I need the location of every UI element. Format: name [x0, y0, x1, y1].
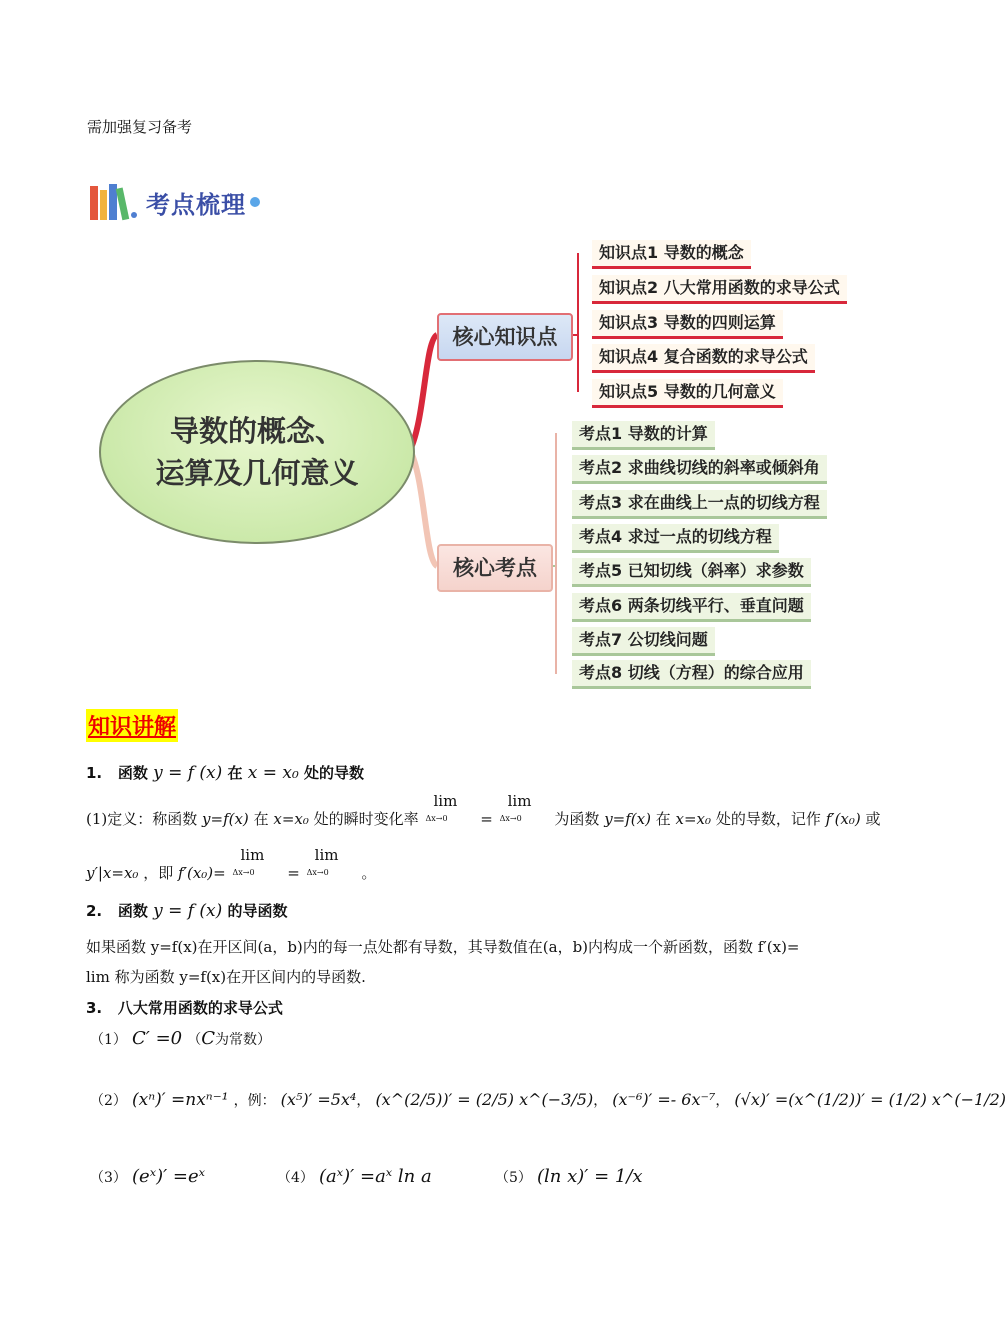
- limit-expression: [305, 846, 357, 888]
- hub-core-exam-points: 核心考点: [437, 544, 553, 592]
- intro-text: 需加强复习备考: [87, 118, 193, 136]
- formula-3: [90, 1166, 205, 1187]
- exam-point-item: 考点8 切线（方程）的综合应用: [572, 660, 811, 689]
- formula-1-expr: C′ =0: [132, 1028, 183, 1049]
- def-l: 或: [865, 810, 881, 828]
- limit-expression: [498, 792, 550, 834]
- heading-2: [86, 900, 288, 921]
- limit-expression: [423, 792, 475, 834]
- lim-sub: Δx→0: [499, 814, 522, 823]
- def2-a: y′|x=x₀: [86, 864, 139, 882]
- formula-2-example-4: (√x)′ =(x^(1/2))′ = (1/2) x^(−1/2): [734, 1090, 1006, 1109]
- derivative-function-text-2: lim 称为函数 y=f(x)在开区间内的导函数.: [86, 968, 366, 986]
- lim-sub: Δx→0: [306, 868, 329, 877]
- derivative-function-text-1: 如果函数 y=f(x)在开区间(a，b)内的每一点处都有导数，其导数值在(a，b)内构成一个新函数，函数 f′(x)=: [86, 938, 800, 956]
- banner-title: 考点梳理: [146, 190, 246, 219]
- heading-3-num: 3.: [86, 999, 103, 1017]
- def-e: 处的瞬时变化率: [313, 810, 419, 828]
- formula-5-label: （5）: [495, 1170, 532, 1186]
- def2-c: f′(x₀)=: [178, 864, 226, 882]
- knowledge-item: 知识点3 导数的四则运算: [592, 310, 783, 339]
- heading-2-a: 函数: [117, 902, 148, 920]
- heading-1-num: 1.: [86, 764, 103, 782]
- exam-point-item: 考点5 已知切线（斜率）求参数: [572, 558, 811, 587]
- formula-1: [90, 1028, 271, 1049]
- knowledge-item: 知识点2 八大常用函数的求导公式: [592, 275, 847, 304]
- heading-2-func: y = f (x): [153, 901, 223, 921]
- formula-4: [277, 1166, 432, 1187]
- formula-2: [90, 1090, 1006, 1110]
- formula-2-example-2: (x^(2/5))′ = (2/5) x^(−3/5): [375, 1090, 594, 1109]
- formula-2-example-3: (x⁻⁶)′ =- 6x⁻⁷: [612, 1090, 716, 1109]
- formula-1-note-c: 为常数）: [215, 1032, 272, 1048]
- definition-line-2: [86, 846, 377, 888]
- hub-core-knowledge: 核心知识点: [437, 313, 573, 361]
- def-f: 为函数: [554, 810, 600, 828]
- exam-point-item: 考点4 求过一点的切线方程: [572, 524, 779, 553]
- exam-point-item: 考点6 两条切线平行、垂直问题: [572, 593, 811, 622]
- def-b: y=f(x): [202, 810, 249, 828]
- formula-2-label: （2）: [90, 1093, 127, 1109]
- def-j: 处的导数，记作: [715, 810, 821, 828]
- def-i: x=x₀: [675, 810, 712, 828]
- center-line-2: 运算及几何意义: [155, 456, 359, 490]
- formula-3-label: （3）: [90, 1170, 127, 1186]
- heading-1-a: 函数: [117, 764, 148, 782]
- lim-sub: Δx→0: [425, 814, 448, 823]
- heading-1: [86, 762, 364, 783]
- heading-1-point: x = x₀: [247, 763, 299, 783]
- heading-1-func: y = f (x): [153, 763, 223, 783]
- heading-2-num: 2.: [86, 902, 103, 920]
- formula-2-example-1: (x⁵)′ =5x⁴: [280, 1090, 357, 1109]
- formula-4-label: （4）: [277, 1170, 314, 1186]
- formula-1-label: （1）: [90, 1032, 127, 1048]
- def2-b: ，即: [143, 864, 174, 882]
- lim-word: lim: [433, 792, 458, 810]
- separator: ，: [593, 1093, 608, 1109]
- exam-point-item: 考点3 求在曲线上一点的切线方程: [572, 490, 827, 519]
- def-d: x=x₀: [273, 810, 309, 828]
- def-c: 在: [253, 810, 269, 828]
- heading-1-b: 在: [227, 764, 243, 782]
- formula-3-expr: (eˣ)′ =eˣ: [132, 1166, 206, 1187]
- limit-expression: [231, 846, 283, 888]
- separator: ，: [356, 1093, 371, 1109]
- mindmap-center: [99, 360, 415, 544]
- formula-4-expr: (aˣ)′ =aˣ ln a: [319, 1166, 432, 1187]
- formula-2-expr: (xⁿ)′ =nxⁿ⁻¹: [132, 1090, 229, 1110]
- knowledge-item: 知识点5 导数的几何意义: [592, 379, 783, 408]
- exam-point-item: 考点7 公切线问题: [572, 627, 715, 656]
- formula-1-note-a: （: [187, 1032, 202, 1048]
- lim-word: lim: [507, 792, 532, 810]
- heading-2-b: 的导函数: [227, 902, 288, 920]
- lim-word: lim: [240, 846, 265, 864]
- heading-3-title: 八大常用函数的求导公式: [117, 999, 283, 1017]
- equals-sign: =: [287, 864, 300, 882]
- formula-5: [495, 1166, 643, 1187]
- equals-sign: =: [480, 810, 493, 828]
- knowledge-item: 知识点4 复合函数的求导公式: [592, 344, 815, 373]
- heading-3: [86, 997, 283, 1018]
- exam-point-item: 考点2 求曲线切线的斜率或倾斜角: [572, 455, 827, 484]
- knowledge-item: 知识点1 导数的概念: [592, 240, 751, 269]
- def-g: y=f(x): [604, 810, 651, 828]
- heading-1-c: 处的导数: [304, 764, 365, 782]
- definition-line-1: [86, 792, 881, 834]
- separator: ，: [715, 1093, 730, 1109]
- def-a: (1)定义：称函数: [86, 810, 198, 828]
- lim-sub: Δx→0: [232, 868, 255, 877]
- exam-point-item: 考点1 导数的计算: [572, 421, 715, 450]
- center-line-1: 导数的概念、: [169, 414, 344, 448]
- formula-2-example-label: ，例：: [233, 1093, 276, 1109]
- section-title: 知识讲解: [86, 709, 178, 742]
- def-k: f′(x₀): [825, 810, 861, 828]
- lim-word: lim: [314, 846, 339, 864]
- def2-end: 。: [361, 864, 377, 882]
- formula-1-note-b: C: [201, 1028, 216, 1049]
- formula-5-expr: (ln x)′ = 1/x: [537, 1166, 643, 1187]
- def-h: 在: [655, 810, 671, 828]
